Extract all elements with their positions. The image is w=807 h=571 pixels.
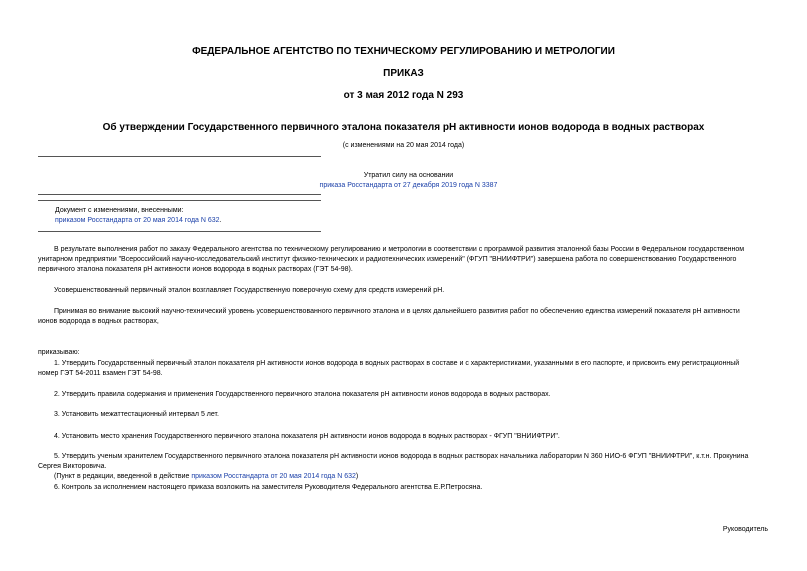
paragraph-2: Усовершенствованный первичный эталон возглавляет Государственную поверочную схему для средств измерений pH. <box>54 287 445 294</box>
doc-type: ПРИКАЗ <box>383 68 424 79</box>
paragraph-1-line-2: унитарном предприятии "Всероссийский научно-исследовательский институт физико-технических и радиотехнических измерений" (ФГУП "ВНИИФТРИ") завершена работа по совершенствованию Государственного <box>38 256 737 263</box>
item-5-note-prefix: (Пункт в редакции, введенной в действие <box>54 473 192 480</box>
signature-title: Руководитель <box>722 526 768 533</box>
paragraph-1-line-3: первичного эталона показателя pH активности ионов водорода в водных растворах (ГЭТ 54-98). <box>38 266 353 273</box>
item-3: 3. Установить межаттестационный интервал 5 лет. <box>54 411 219 418</box>
divider <box>38 231 321 232</box>
agency-name: ФЕДЕРАЛЬНОЕ АГЕНТСТВО ПО ТЕХНИЧЕСКОМУ РЕГУЛИРОВАНИЮ И МЕТРОЛОГИИ <box>192 46 615 57</box>
item-6: 6. Контроль за исполнением настоящего приказа возложить на заместителя Руководителя Федерального агентства Е.Р.Петросяна. <box>54 484 483 491</box>
changes-note: (с изменениями на 20 мая 2014 года) <box>342 142 465 149</box>
amendments-suffix: . <box>219 217 222 224</box>
doc-date-number: от 3 мая 2012 года N 293 <box>343 90 464 101</box>
item-5-note <box>54 472 784 482</box>
paragraph-3-line-2: ионов водорода в водных растворах, <box>38 318 159 325</box>
item-1-line-1: 1. Утвердить Государственный первичный эталон показателя pH активности ионов водорода в водных растворах в составе и с характеристиками, указанными в его паспорте, и присвоить ему регистрационный <box>54 360 740 367</box>
divider <box>38 194 321 195</box>
item-2: 2. Утвердить правила содержания и применения Государственного первичного эталона показателя pH активности ионов водорода в водных растворах. <box>54 391 551 398</box>
amendments-link[interactable]: приказом Росстандарта от 20 мая 2014 года N 632 <box>55 217 220 224</box>
amendments-line <box>55 216 222 226</box>
item-5-line-2: Сергея Викторовича. <box>38 463 107 470</box>
amendments-label: Документ с изменениями, внесенными: <box>55 207 184 214</box>
doc-subject: Об утверждении Государственного первичного эталона показателя pH активности ионов водорода в водных растворах <box>102 122 705 133</box>
item-1-line-2: номер ГЭТ 54-2011 взамен ГЭТ 54-98. <box>38 370 163 377</box>
paragraph-3-line-1: Принимая во внимание высокий научно-технический уровень усовершенствованного первичного эталона и в целях дальнейшего развития работ по обеспечению единства измерений показателя pH активности <box>54 308 740 315</box>
item-4: 4. Установить место хранения Государственного первичного эталона показателя pH активности ионов водорода в водных растворах - ФГУП "ВНИИФТРИ". <box>54 433 560 440</box>
item-5-note-suffix: ) <box>355 473 359 480</box>
paragraph-1-line-1: В результате выполнения работ по заказу Федерального агентства по техническому регулированию и метрологии в соответствии с программой развития эталонной базы России в Федеральном государственном <box>54 246 745 253</box>
divider <box>38 200 321 201</box>
status-text: Утратил силу на основании <box>363 172 454 179</box>
divider <box>38 156 321 157</box>
item-5-note-link[interactable]: приказом Росстандарта от 20 мая 2014 года N 632 <box>191 473 356 480</box>
status-link[interactable]: приказа Росстандарта от 27 декабря 2019 года N 3387 <box>319 182 498 189</box>
item-5-line-1: 5. Утвердить ученым хранителем Государственного первичного эталона показателя pH активности ионов водорода в водных растворах начальника лаборатории N 360 НИО-6 ФГУП "ВНИИФТРИ", к.т.н. Прокунина <box>54 453 749 460</box>
order-word: приказываю: <box>38 349 80 356</box>
